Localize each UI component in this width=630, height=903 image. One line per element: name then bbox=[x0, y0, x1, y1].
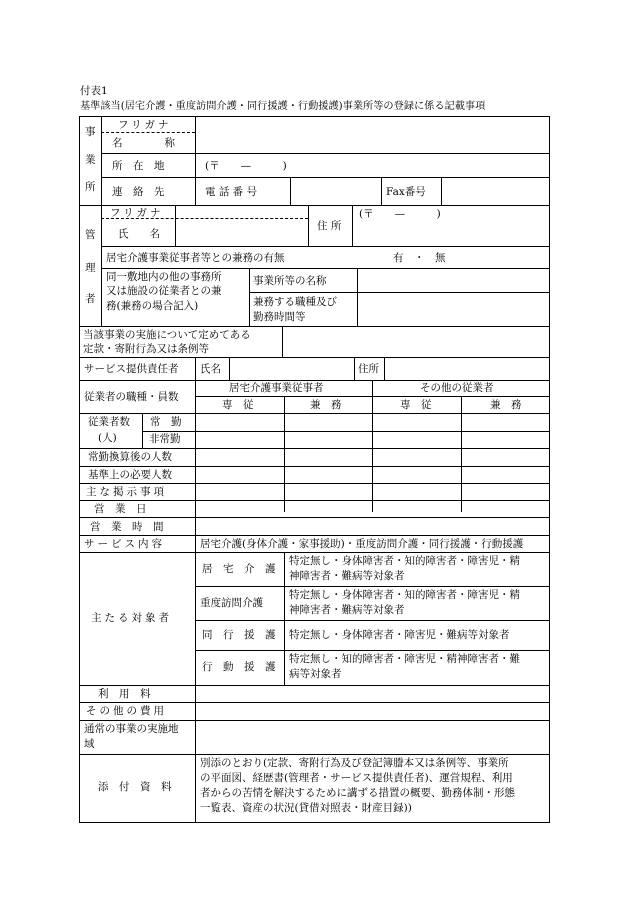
required-staff-label: 基準上の必要人数 bbox=[88, 469, 172, 481]
attachments-line-3: 者からの苦情を解決するために講ずる措置の概要、勤務体制・形態 bbox=[200, 787, 515, 799]
target-behavior-label: 行 動 援 護 bbox=[202, 661, 276, 673]
target-visiting-care-label: 重度訪問介護 bbox=[200, 597, 263, 609]
rules-label-line-1: 当該事業の実施について定めてある bbox=[83, 329, 251, 341]
manager-address-label: 住 所 bbox=[317, 220, 342, 232]
target-behavior-line-2: 病等対象者 bbox=[289, 668, 342, 680]
staff-group-others: その他の従業者 bbox=[420, 382, 494, 394]
regular-label: 常 勤 bbox=[150, 416, 182, 428]
target-accompany-label: 同 行 援 護 bbox=[202, 629, 276, 641]
other-office-line-1: 同一敷地内の他の事務所 bbox=[106, 271, 222, 283]
office-contact-label: 連 絡 先 bbox=[112, 186, 165, 198]
provider-address-label: 住所 bbox=[358, 363, 379, 375]
attachments-line-4: 一覧表、資産の状況(貸借対照表・財産目録)) bbox=[200, 802, 412, 814]
other-fees-label: その他の費用 bbox=[86, 705, 167, 717]
notice-items-label: 主な掲示事項 bbox=[86, 486, 167, 498]
attachments-label: 添 付 資 料 bbox=[98, 781, 172, 793]
concurrent-header-1: 兼 務 bbox=[310, 399, 342, 411]
service-area-line-1: 通常の事業の実施地 bbox=[84, 723, 179, 735]
concurrent-duty-question: 居宅介護事業従事者等との兼務の有無 bbox=[106, 252, 285, 264]
target-visiting-care-line-2: 神障害者・難病等対象者 bbox=[289, 604, 405, 616]
usage-fee-label: 利 用 料 bbox=[98, 688, 151, 700]
office-fax-label: Fax番号 bbox=[386, 186, 426, 198]
business-days-label: 営 業 日 bbox=[94, 503, 147, 515]
staff-count-unit: (人) bbox=[98, 432, 117, 444]
fulltime-header-1: 専 従 bbox=[222, 399, 254, 411]
target-home-care-line-1: 特定無し・身体障害者・知的障害者・障害児・精 bbox=[289, 555, 520, 567]
target-accompany-line-1: 特定無し・身体障害者・障害児・難病等対象者 bbox=[289, 629, 510, 641]
manager-name-label: 氏 名 bbox=[118, 228, 160, 240]
office-name-label: 名 称 bbox=[112, 137, 175, 149]
provider-name-label: 氏名 bbox=[200, 363, 221, 375]
other-office-line-2: 又は施設の従業者との兼 bbox=[106, 285, 222, 297]
service-provider-label: サービス提供責任者 bbox=[84, 363, 179, 375]
rules-label-line-2: 定款・寄附行為又は条例等 bbox=[83, 343, 209, 355]
office-phone-label: 電 話 番 号 bbox=[205, 186, 258, 198]
manager-section-char-1: 管 bbox=[85, 229, 96, 241]
office-section-char-2: 業 bbox=[85, 154, 96, 166]
office-section-char-3: 所 bbox=[85, 181, 96, 193]
target-home-care-line-2: 神障害者・難病等対象者 bbox=[289, 570, 405, 582]
service-content-value: 居宅介護(身体介護・家事援助)・重度訪問介護・同行援護・行動援護 bbox=[200, 538, 524, 550]
nonregular-label: 非常勤 bbox=[149, 433, 181, 445]
appendix-label: 付表1 bbox=[80, 85, 108, 97]
business-hours-label: 営 業 時 間 bbox=[90, 521, 164, 533]
service-area-line-2: 域 bbox=[84, 738, 95, 750]
office-furigana-label: フリガナ bbox=[118, 119, 172, 131]
manager-furigana-label: フリガナ bbox=[110, 207, 164, 219]
concurrent-header-2: 兼 務 bbox=[490, 399, 522, 411]
office-name-other-label: 事業所等の名称 bbox=[253, 275, 327, 287]
fulltime-header-2: 専 従 bbox=[400, 399, 432, 411]
attachments-line-2: の平面図、経歴書(管理者・サービス提供責任者)、運営規程、利用 bbox=[200, 772, 513, 784]
page-title: 基準該当(居宅介護・重度訪問介護・同行援護・行動援護)事業所等の登録に係る記載事項 bbox=[80, 101, 486, 112]
concurrent-job-line-1: 兼務する職種及び bbox=[253, 296, 337, 308]
target-behavior-line-1: 特定無し・知的障害者・障害児・精神障害者・難 bbox=[289, 653, 520, 665]
target-visiting-care-line-1: 特定無し・身体障害者・知的障害者・障害児・精 bbox=[289, 589, 520, 601]
office-postal-code: (〒 — ) bbox=[205, 160, 287, 172]
fte-label: 常勤換算後の人数 bbox=[88, 451, 172, 463]
attachments-line-1: 別添のとおり(定款、寄附行為及び登記簿謄本又は条例等、事業所 bbox=[200, 757, 509, 769]
service-content-label: サービス内容 bbox=[84, 538, 165, 550]
staff-group-care-workers: 居宅介護事業従事者 bbox=[229, 382, 324, 394]
manager-postal-code: (〒 — ) bbox=[359, 208, 441, 220]
yes-no-choice[interactable]: 有 ・ 無 bbox=[393, 252, 446, 264]
manager-section-char-2: 理 bbox=[85, 262, 96, 274]
target-users-label: 主たる対象者 bbox=[91, 612, 172, 624]
staff-count-label: 従業者数 bbox=[88, 416, 130, 428]
manager-section-char-3: 者 bbox=[85, 293, 96, 305]
other-office-line-3: 務(兼務の場合記入) bbox=[106, 300, 199, 312]
concurrent-job-line-2: 勤務時間等 bbox=[253, 311, 306, 323]
target-home-care-label: 居 宅 介 護 bbox=[202, 563, 276, 575]
office-section-char-1: 事 bbox=[85, 126, 96, 138]
staff-type-label: 従業者の職種・員数 bbox=[84, 391, 179, 403]
office-address-label: 所 在 地 bbox=[112, 160, 165, 172]
